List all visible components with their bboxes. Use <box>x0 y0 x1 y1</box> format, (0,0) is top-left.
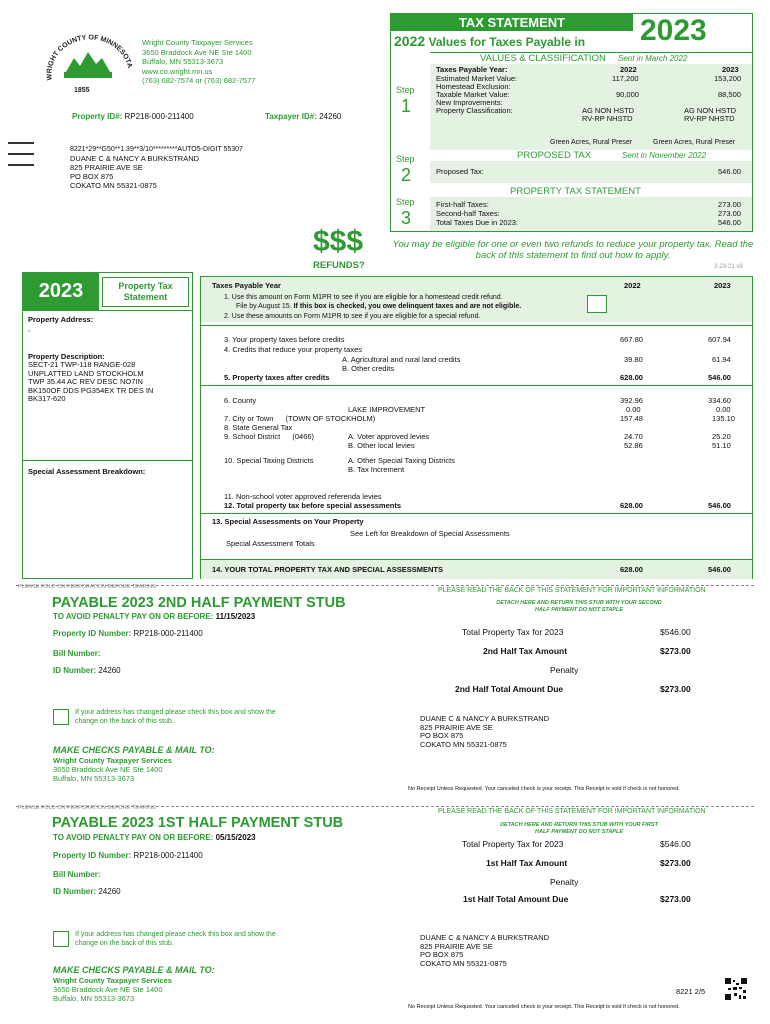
line7-2022: 157.48 <box>620 414 643 423</box>
line9b-label: B. Other local levies <box>348 441 415 450</box>
taxable-2023: 88,500 <box>718 90 741 99</box>
line7-2023: 135.10 <box>712 414 735 423</box>
values-line-text: Values for Taxes Payable in <box>428 35 586 49</box>
left-year: 2023 <box>23 273 99 310</box>
line10-label: 10. Special Taxing Districts <box>224 456 314 465</box>
line9-label: 9. School District <box>224 432 281 441</box>
left-divider2 <box>23 460 192 461</box>
county-info <box>142 38 255 86</box>
step2-number: 2 <box>401 165 412 185</box>
prop-desc <box>28 361 153 404</box>
county-address1: 3650 Braddock Ave NE Ste 1400 <box>142 47 252 57</box>
line6b-2022: 0.00 <box>626 405 641 414</box>
line1b-pre: File by August 15. <box>236 303 292 310</box>
stub1-payable-to: MAKE CHECKS PAYABLE & MAIL TO: <box>53 965 215 975</box>
stub1-m-street: 825 PRAIRIE AVE SE <box>420 941 493 951</box>
mailing-po: PO BOX 875 <box>70 172 114 181</box>
line10b-label: B. Tax Increment <box>348 465 405 474</box>
line5-label: 5. Property taxes after credits <box>224 373 330 382</box>
stub1-receipt: No Receipt Unless Requested. Your canceled check is your receipt. This Receipt is void if check is not honored. <box>408 1004 680 1010</box>
stub1-detach: DETACH HERE AND RETURN THIS STUB WITH YOUR FIRST HALF PAYMENT DO NOT STAPLE <box>500 822 658 835</box>
stub1-half-value: $273.00 <box>660 858 691 868</box>
fold-note-1: PLEASE FOLD ON PERFORATION BEFORE TEARING <box>18 584 157 590</box>
stub1-penalty-date: 05/15/2023 <box>215 833 256 842</box>
total-due-label: Total Taxes Due in 2023: <box>436 218 518 227</box>
step1-label: Step <box>396 85 415 95</box>
stub1-m-city: COKATO MN 55321-0875 <box>420 958 507 968</box>
stub2-addr1: 3650 Braddock Ave NE Ste 1400 <box>53 765 163 774</box>
step3-label: Step <box>396 197 415 207</box>
stub1-mailing <box>420 934 549 968</box>
stub2-penalty: Penalty <box>550 665 579 675</box>
stub2-pid-label: Property ID Number: <box>53 629 132 638</box>
stub2-county-address <box>53 756 172 783</box>
refunds-text: You may be eligible for one or even two refunds to reduce your property tax. Read the back of this statement to find out how to apply. <box>392 239 754 261</box>
stub2-penalty-line <box>53 612 255 621</box>
left-divider1 <box>23 310 192 311</box>
line1b <box>236 303 521 310</box>
line7 <box>224 414 375 423</box>
stub2-bill-label: Bill Number: <box>53 649 101 658</box>
table-head-2023: 2023 <box>714 281 731 290</box>
tax-statement-year: 2023 <box>640 14 707 47</box>
stub2-m-street: 825 PRAIRIE AVE SE <box>420 722 493 732</box>
county-phone: (763) 682-7574 or (763) 682-7577 <box>142 76 256 85</box>
stub1-due-label: 1st Half Total Amount Due <box>463 894 569 904</box>
proposed-value: 546.00 <box>718 167 741 176</box>
prop-addr-label: Property Address: <box>28 315 94 324</box>
line12-2022: 628.00 <box>620 501 643 510</box>
stub2-payable-to: MAKE CHECKS PAYABLE & MAIL TO: <box>53 745 215 755</box>
taxpayer-id-label: Taxpayer ID#: <box>265 112 317 121</box>
stub1-idnum: 24260 <box>98 887 121 896</box>
stub1-address-change-text: If your address has changed please check this box and show the change on the back of this stub. <box>75 931 276 947</box>
line3-2023: 607.94 <box>708 335 731 344</box>
barcode-line: 8221*29**G50**1.39**3/10*********AUTO5-DIGIT 55307 <box>70 146 243 153</box>
table-divider1 <box>201 325 752 326</box>
stub1-due-value: $273.00 <box>660 894 691 904</box>
stub2-due-label: 2nd Half Total Amount Due <box>455 684 564 694</box>
property-id-label: Property ID#: <box>72 112 123 121</box>
prop-desc-line: SECT-21 TWP-118 RANGE-028 <box>28 360 136 369</box>
taxpayer-id-value: 24260 <box>319 112 342 121</box>
property-id-line <box>72 112 194 121</box>
stub1-pid-line <box>53 851 203 860</box>
first-half-label: First-half Taxes: <box>436 200 489 209</box>
property-id-value: RP218-000-211400 <box>124 112 194 121</box>
line6-2023: 334.60 <box>708 396 731 405</box>
stub1-m-po: PO BOX 875 <box>420 950 464 959</box>
refunds-label: REFUNDS? <box>313 260 365 271</box>
pt-title: PROPOSED TAX <box>517 150 592 161</box>
stub2-penalty-date: 11/15/2023 <box>215 612 256 621</box>
emv-2023: 153,200 <box>714 74 742 83</box>
tpy-label: Taxes Payable Year: <box>436 65 508 74</box>
line4-label: 4. Credits that reduce your property taxes <box>224 345 362 354</box>
stub2-detach: DETACH HERE AND RETURN THIS STUB WITH YOUR SECOND HALF PAYMENT DO NOT STAPLE <box>496 600 662 613</box>
stub1-penalty-label: TO AVOID PENALTY PAY ON OR BEFORE: <box>53 833 214 842</box>
values-line <box>394 33 585 49</box>
second-half-label: Second-half Taxes: <box>436 209 500 218</box>
stub2-total-label: Total Property Tax for 2023 <box>462 627 564 637</box>
line9 <box>224 432 314 441</box>
left-title-box <box>102 277 189 307</box>
line1b-bold: If this box is checked, you owe delinquent taxes and are not eligible. <box>293 303 522 310</box>
stub1-bill-label: Bill Number: <box>53 870 101 879</box>
stub2-half-value: $273.00 <box>660 646 691 656</box>
line5-2023: 546.00 <box>708 373 731 382</box>
prop-desc-line: BK317-620 <box>28 394 66 403</box>
stub1-page: 8221 2/5 <box>676 987 706 996</box>
stub1-addr1: 3650 Braddock Ave NE Ste 1400 <box>53 985 163 994</box>
line9a-label: A. Voter approved levies <box>348 432 430 441</box>
line11-label: 11. Non-school voter approved referenda levies <box>224 492 382 501</box>
stub2-due-value: $273.00 <box>660 684 691 694</box>
left-title1: Property Tax <box>118 281 173 291</box>
left-title2: Statement <box>123 292 168 302</box>
stub1-addr2: Buffalo, MN 55313-3673 <box>53 994 135 1003</box>
fold-note-2: PLEASE FOLD ON PERFORATION BEFORE TEARING <box>18 805 157 811</box>
delinquent-checkbox[interactable] <box>587 295 607 313</box>
stub1-total-label: Total Property Tax for 2023 <box>462 839 564 849</box>
class-2023-b: RV-RP NHSTD <box>684 114 735 123</box>
stub2-address-change-text: If your address has changed please check this box and show the change on the back of this stub. <box>75 709 276 725</box>
line13-totals: Special Assessment Totals <box>226 539 315 548</box>
line13-label: 13. Special Assessments on Your Property <box>212 517 364 526</box>
class-2022-b: RV-RP NHSTD <box>582 114 633 123</box>
line12-2023: 546.00 <box>708 501 731 510</box>
table-divider3 <box>201 513 752 514</box>
stub2-m-name: DUANE C & NANCY A BURKSTRAND <box>420 714 550 723</box>
refunds-code: 2-23-21 v8 <box>714 264 743 270</box>
values-line-year: 2022 <box>394 33 426 49</box>
stub2-penalty-label: TO AVOID PENALTY PAY ON OR BEFORE: <box>53 612 214 621</box>
mailing-name: DUANE C & NANCY A BURKSTRAND <box>70 154 200 163</box>
stub2-county: Wright County Taxpayer Services <box>53 756 172 765</box>
line1a: 1. Use this amount on Form M1PR to see if you are eligible for a homestead credit refund. <box>224 294 503 301</box>
stub1-m-name: DUANE C & NANCY A BURKSTRAND <box>420 933 550 942</box>
stub2-total-value: $546.00 <box>660 627 691 637</box>
read-note-1: PLEASE READ THE BACK OF THIS STATEMENT FOR IMPORTANT INFORMATION <box>438 587 706 594</box>
total-due-value: 546.00 <box>718 218 741 227</box>
line9a-2023: 25.20 <box>712 432 731 441</box>
step2-label: Step <box>396 154 415 164</box>
taxable-label: Taxable Market Value: <box>436 90 510 99</box>
class-label: Property Classification: <box>436 106 513 115</box>
emv-label: Estimated Market Value: <box>436 74 518 83</box>
line4a-label: A. Agricultural and rural land credits <box>342 355 461 364</box>
proposed-label: Proposed Tax: <box>436 167 484 176</box>
prop-desc-line: BK150OF DDS PG354EX TR DES IN <box>28 385 154 395</box>
line6b-label: LAKE IMPROVEMENT <box>348 405 426 414</box>
pts-title: PROPERTY TAX STATEMENT <box>510 186 641 197</box>
refunds-dollars: $$$ <box>313 225 364 258</box>
step3-number: 3 <box>401 208 412 228</box>
line4b-label: B. Other credits <box>342 364 395 373</box>
stub1-idnum-line <box>53 887 121 896</box>
fold-marks <box>8 142 34 166</box>
table-head-label: Taxes Payable Year <box>212 281 281 290</box>
emv-2022: 117,200 <box>612 74 639 83</box>
stub2-m-city: COKATO MN 55321-0875 <box>420 739 507 749</box>
county-address2: Buffalo, MN 55313-3673 <box>142 57 224 66</box>
read-note-2: PLEASE READ THE BACK OF THIS STATEMENT FOR IMPORTANT INFORMATION <box>438 808 706 815</box>
line6-2022: 392.96 <box>620 396 643 405</box>
stub2-receipt: No Receipt Unless Requested. Your canceled check is your receipt. This Receipt is void if check is not honored. <box>408 786 680 792</box>
newimp-label: New Improvements: <box>436 98 503 107</box>
pt-sent: Sent in November 2022 <box>622 151 707 160</box>
line3-label: 3. Your property taxes before credits <box>224 335 345 344</box>
line9-code: (0466) <box>292 432 315 441</box>
stub2-pid: RP218-000-211400 <box>133 629 203 638</box>
step1-number: 1 <box>401 96 412 116</box>
line9a-2022: 24.70 <box>624 432 643 441</box>
line13-see: See Left for Breakdown of Special Assessments <box>350 529 510 538</box>
line9b-2022: 52.86 <box>624 441 643 450</box>
stub1-penalty: Penalty <box>550 877 579 887</box>
special-label: Special Assessment Breakdown: <box>28 467 146 476</box>
line7-label: 7. City or Town <box>224 414 274 423</box>
line6b-2023: 0.00 <box>716 405 731 414</box>
prop-desc-line: UNPLATTED LAND STOCKHOLM <box>28 368 144 378</box>
green-acres-2023: Green Acres, Rural Preser <box>653 139 736 146</box>
stub2-idnum: 24260 <box>98 666 121 675</box>
stub1-county-address <box>53 976 172 1003</box>
stub2-pid-line <box>53 629 203 638</box>
stub2-address-change-checkbox[interactable] <box>53 709 69 725</box>
green-acres-2022: Green Acres, Rural Preser <box>550 139 633 146</box>
table-divider2 <box>201 385 752 386</box>
taxable-2022: 90,000 <box>616 90 639 99</box>
stub1-pid: RP218-000-211400 <box>133 851 203 860</box>
stub2-title: PAYABLE 2023 2ND HALF PAYMENT STUB <box>52 595 346 611</box>
class-2023-a: AG NON HSTD <box>684 106 737 115</box>
line4a-2022: 39.80 <box>624 355 643 364</box>
mailing-street: 825 PRAIRIE AVE SE <box>70 163 143 172</box>
svg-text:WRIGHT COUNTY OF MINNESOTA: WRIGHT COUNTY OF MINNESOTA <box>46 34 133 81</box>
line4a-2023: 61.94 <box>712 355 731 364</box>
line10a-label: A. Other Special Taxing Districts <box>348 456 455 465</box>
svg-text:1855: 1855 <box>74 87 90 94</box>
prop-desc-line: TWP 35.44 AC REV DESC NO7IN <box>28 377 143 386</box>
stub1-county: Wright County Taxpayer Services <box>53 976 172 985</box>
stub2-addr2: Buffalo, MN 55313-3673 <box>53 774 135 783</box>
line9b-2023: 51.10 <box>712 441 731 450</box>
line8-label: 8. State General Tax <box>224 423 293 432</box>
vc-title: VALUES & CLASSIFICATION <box>480 53 606 64</box>
stub1-pid-label: Property ID Number: <box>53 851 132 860</box>
col2-year: 2023 <box>722 65 739 74</box>
line12-label: 12. Total property tax before special assessments <box>224 501 402 510</box>
line14-2023: 546.00 <box>708 565 731 574</box>
stub1-address-change-checkbox[interactable] <box>53 931 69 947</box>
stub1-half-label: 1st Half Tax Amount <box>486 858 568 868</box>
stub1-title: PAYABLE 2023 1ST HALF PAYMENT STUB <box>52 815 344 831</box>
stub2-half-label: 2nd Half Tax Amount <box>483 646 568 656</box>
prop-addr-value: , <box>28 324 31 333</box>
stub1-idnum-label: ID Number: <box>53 887 97 896</box>
line2: 2. Use these amounts on Form M1PR to see if you are eligible for a special refund. <box>224 313 481 320</box>
qr-code-icon <box>725 978 747 1000</box>
line14-2022: 628.00 <box>620 565 643 574</box>
stub2-m-po: PO BOX 875 <box>420 731 464 740</box>
line3-2022: 667.80 <box>620 335 643 344</box>
tax-statement-title: TAX STATEMENT <box>391 14 633 31</box>
second-half-value: 273.00 <box>718 209 741 218</box>
col1-year: 2022 <box>620 65 637 74</box>
class-2022-a: AG NON HSTD <box>582 106 635 115</box>
county-name: Wright County Taxpayer Services <box>142 38 253 47</box>
table-head-2022: 2022 <box>624 281 641 290</box>
line7-town: (TOWN OF STOCKHOLM) <box>285 414 376 423</box>
vc-sent: Sent in March 2022 <box>618 54 688 63</box>
mailing-address <box>70 145 243 190</box>
prop-desc-label: Property Description: <box>28 352 105 361</box>
homestead-label: Homestead Exclusion: <box>436 82 511 91</box>
stub1-total-value: $546.00 <box>660 839 691 849</box>
mailing-city: COKATO MN 55321-0875 <box>70 181 157 190</box>
stub2-idnum-line <box>53 666 121 675</box>
line14-label: 14. YOUR TOTAL PROPERTY TAX AND SPECIAL ASSESSMENTS <box>212 565 444 574</box>
stub2-mailing <box>420 715 549 749</box>
line5-2022: 628.00 <box>620 373 643 382</box>
taxpayer-id-line <box>265 112 341 121</box>
line6-label: 6. County <box>224 396 257 405</box>
stub1-penalty-line <box>53 833 256 842</box>
stub2-idnum-label: ID Number: <box>53 666 97 675</box>
first-half-value: 273.00 <box>718 200 741 209</box>
county-website: www.co.wright.mn.us <box>142 66 213 76</box>
county-seal <box>44 28 134 98</box>
